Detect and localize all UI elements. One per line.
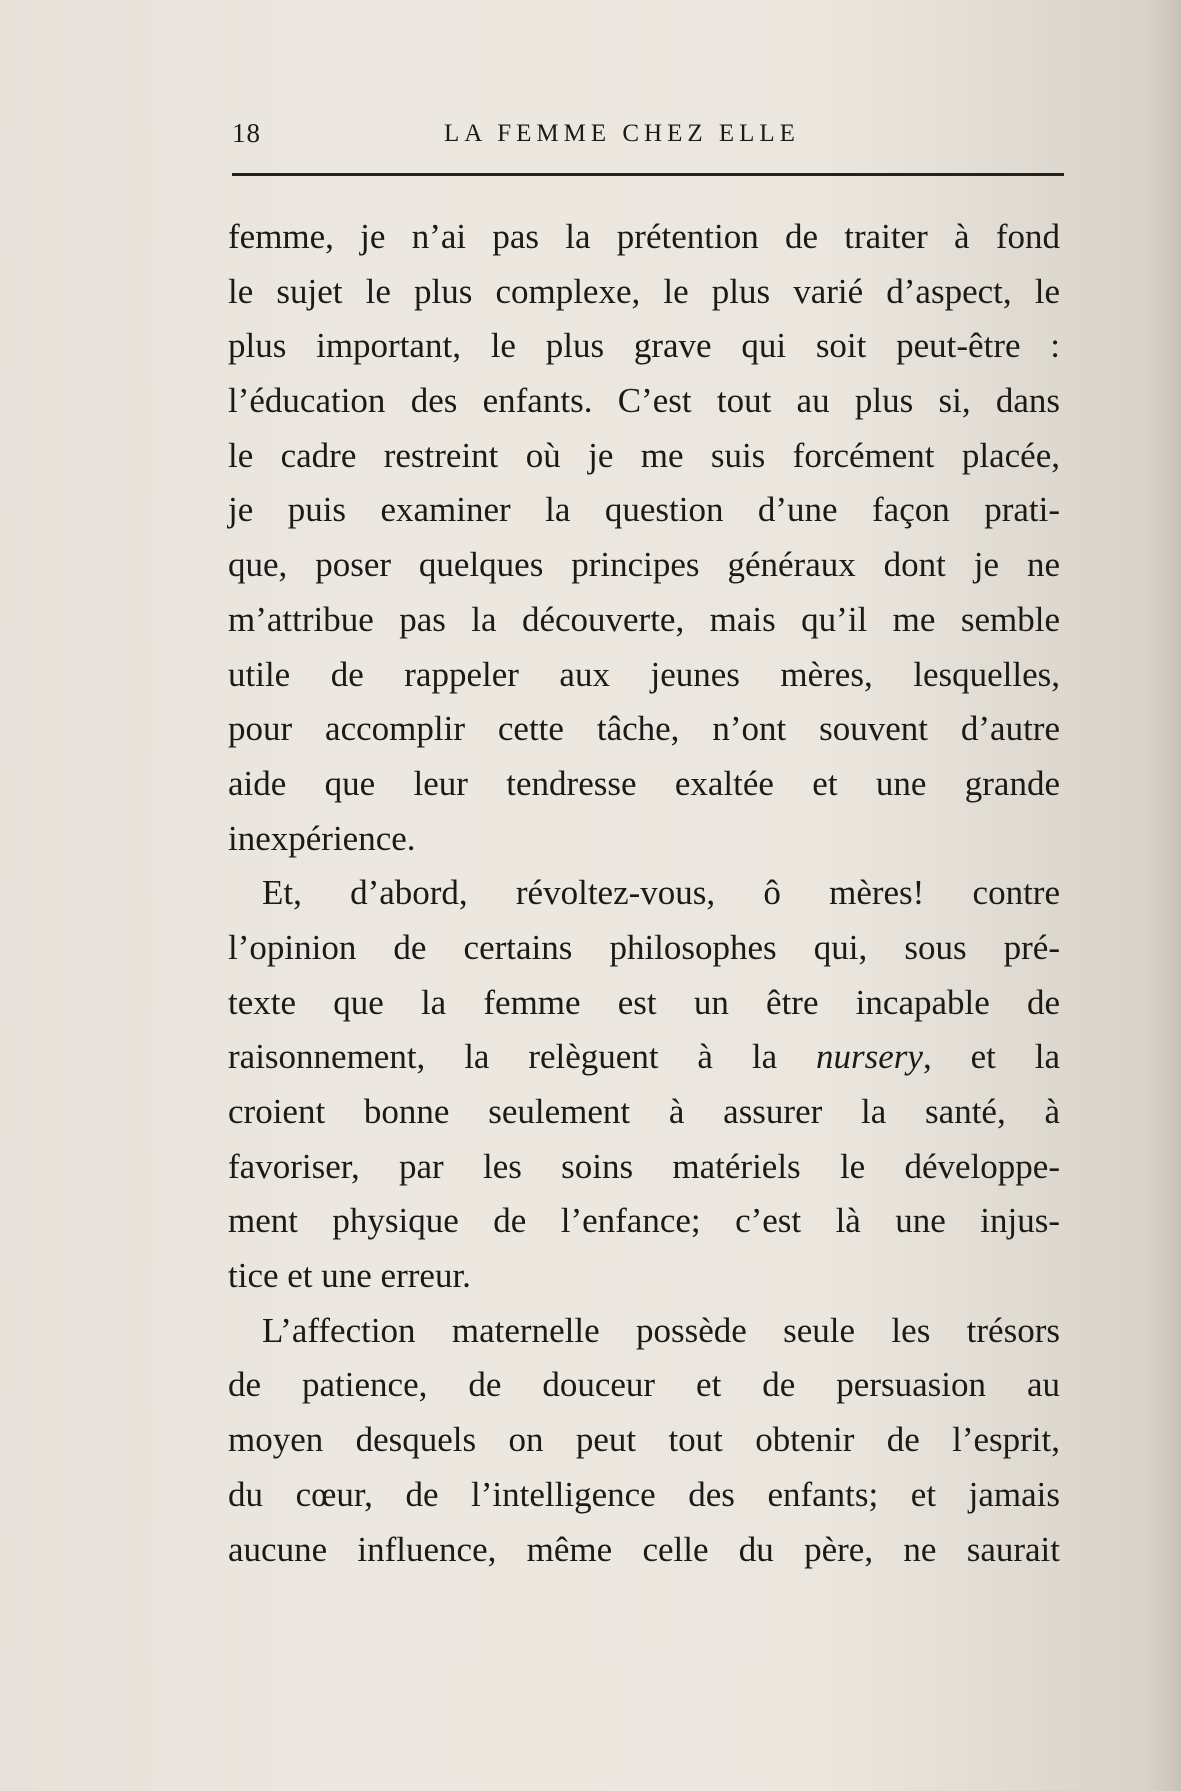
text-fragment: , et la: [922, 1037, 1060, 1077]
text-line: favoriser, par les soins matériels le développe-: [228, 1146, 1060, 1186]
text-line: plus important, le plus grave qui soit peut-être :: [228, 326, 1060, 366]
text-line: aide que leur tendresse exaltée et une grande: [228, 763, 1060, 803]
text-line: utile de rappeler aux jeunes mères, lesquelles,: [228, 654, 1060, 694]
header-rule: [232, 173, 1064, 176]
text-line: texte que la femme est un être incapable de: [228, 982, 1060, 1022]
text-line: Et, d’abord, révoltez-vous, ô mères! contre: [262, 873, 1060, 913]
text-line: femme, je n’ai pas la prétention de traiter à fond: [228, 217, 1060, 256]
text-line: pour accomplir cette tâche, n’ont souvent d’autre: [228, 709, 1060, 749]
text-line: tice et une erreur.: [228, 1256, 471, 1296]
page-number: 18: [232, 118, 261, 148]
text-line: l’éducation des enfants. C’est tout au plus si, dans: [228, 381, 1060, 421]
body-text: [228, 210, 1060, 1577]
text-fragment: raisonnement, la relèguent à la: [228, 1037, 778, 1077]
text-line: de patience, de douceur et de persuasion au: [228, 1365, 1060, 1405]
text-line: le cadre restreint où je me suis forcément placée,: [228, 435, 1060, 475]
text-line: inexpérience.: [228, 818, 416, 858]
text-line: je puis examiner la question d’une façon prati-: [228, 490, 1060, 530]
text-line: que, poser quelques principes généraux dont je ne: [228, 545, 1060, 585]
running-title: LA FEMME CHEZ ELLE: [444, 120, 800, 147]
page-header: [232, 118, 1064, 158]
text-line: ment physique de l’enfance; c’est là une injus-: [228, 1201, 1060, 1241]
text-line: aucune influence, même celle du père, ne saurait: [228, 1529, 1060, 1569]
text-line: L’affection maternelle possède seule les trésors: [262, 1310, 1060, 1350]
text-line-with-italic: [228, 1030, 1060, 1085]
text-line: du cœur, de l’intelligence des enfants; et jamais: [228, 1474, 1060, 1514]
text-line: le sujet le plus complexe, le plus varié d’aspect, le: [228, 271, 1060, 311]
text-line: m’attribue pas la découverte, mais qu’il me semble: [228, 599, 1060, 639]
italic-word: nursery: [816, 1037, 923, 1077]
text-line: l’opinion de certains philosophes qui, sous pré-: [228, 927, 1060, 967]
text-line: croient bonne seulement à assurer la santé, à: [228, 1092, 1060, 1131]
text-line: moyen desquels on peut tout obtenir de l’esprit,: [228, 1420, 1060, 1460]
